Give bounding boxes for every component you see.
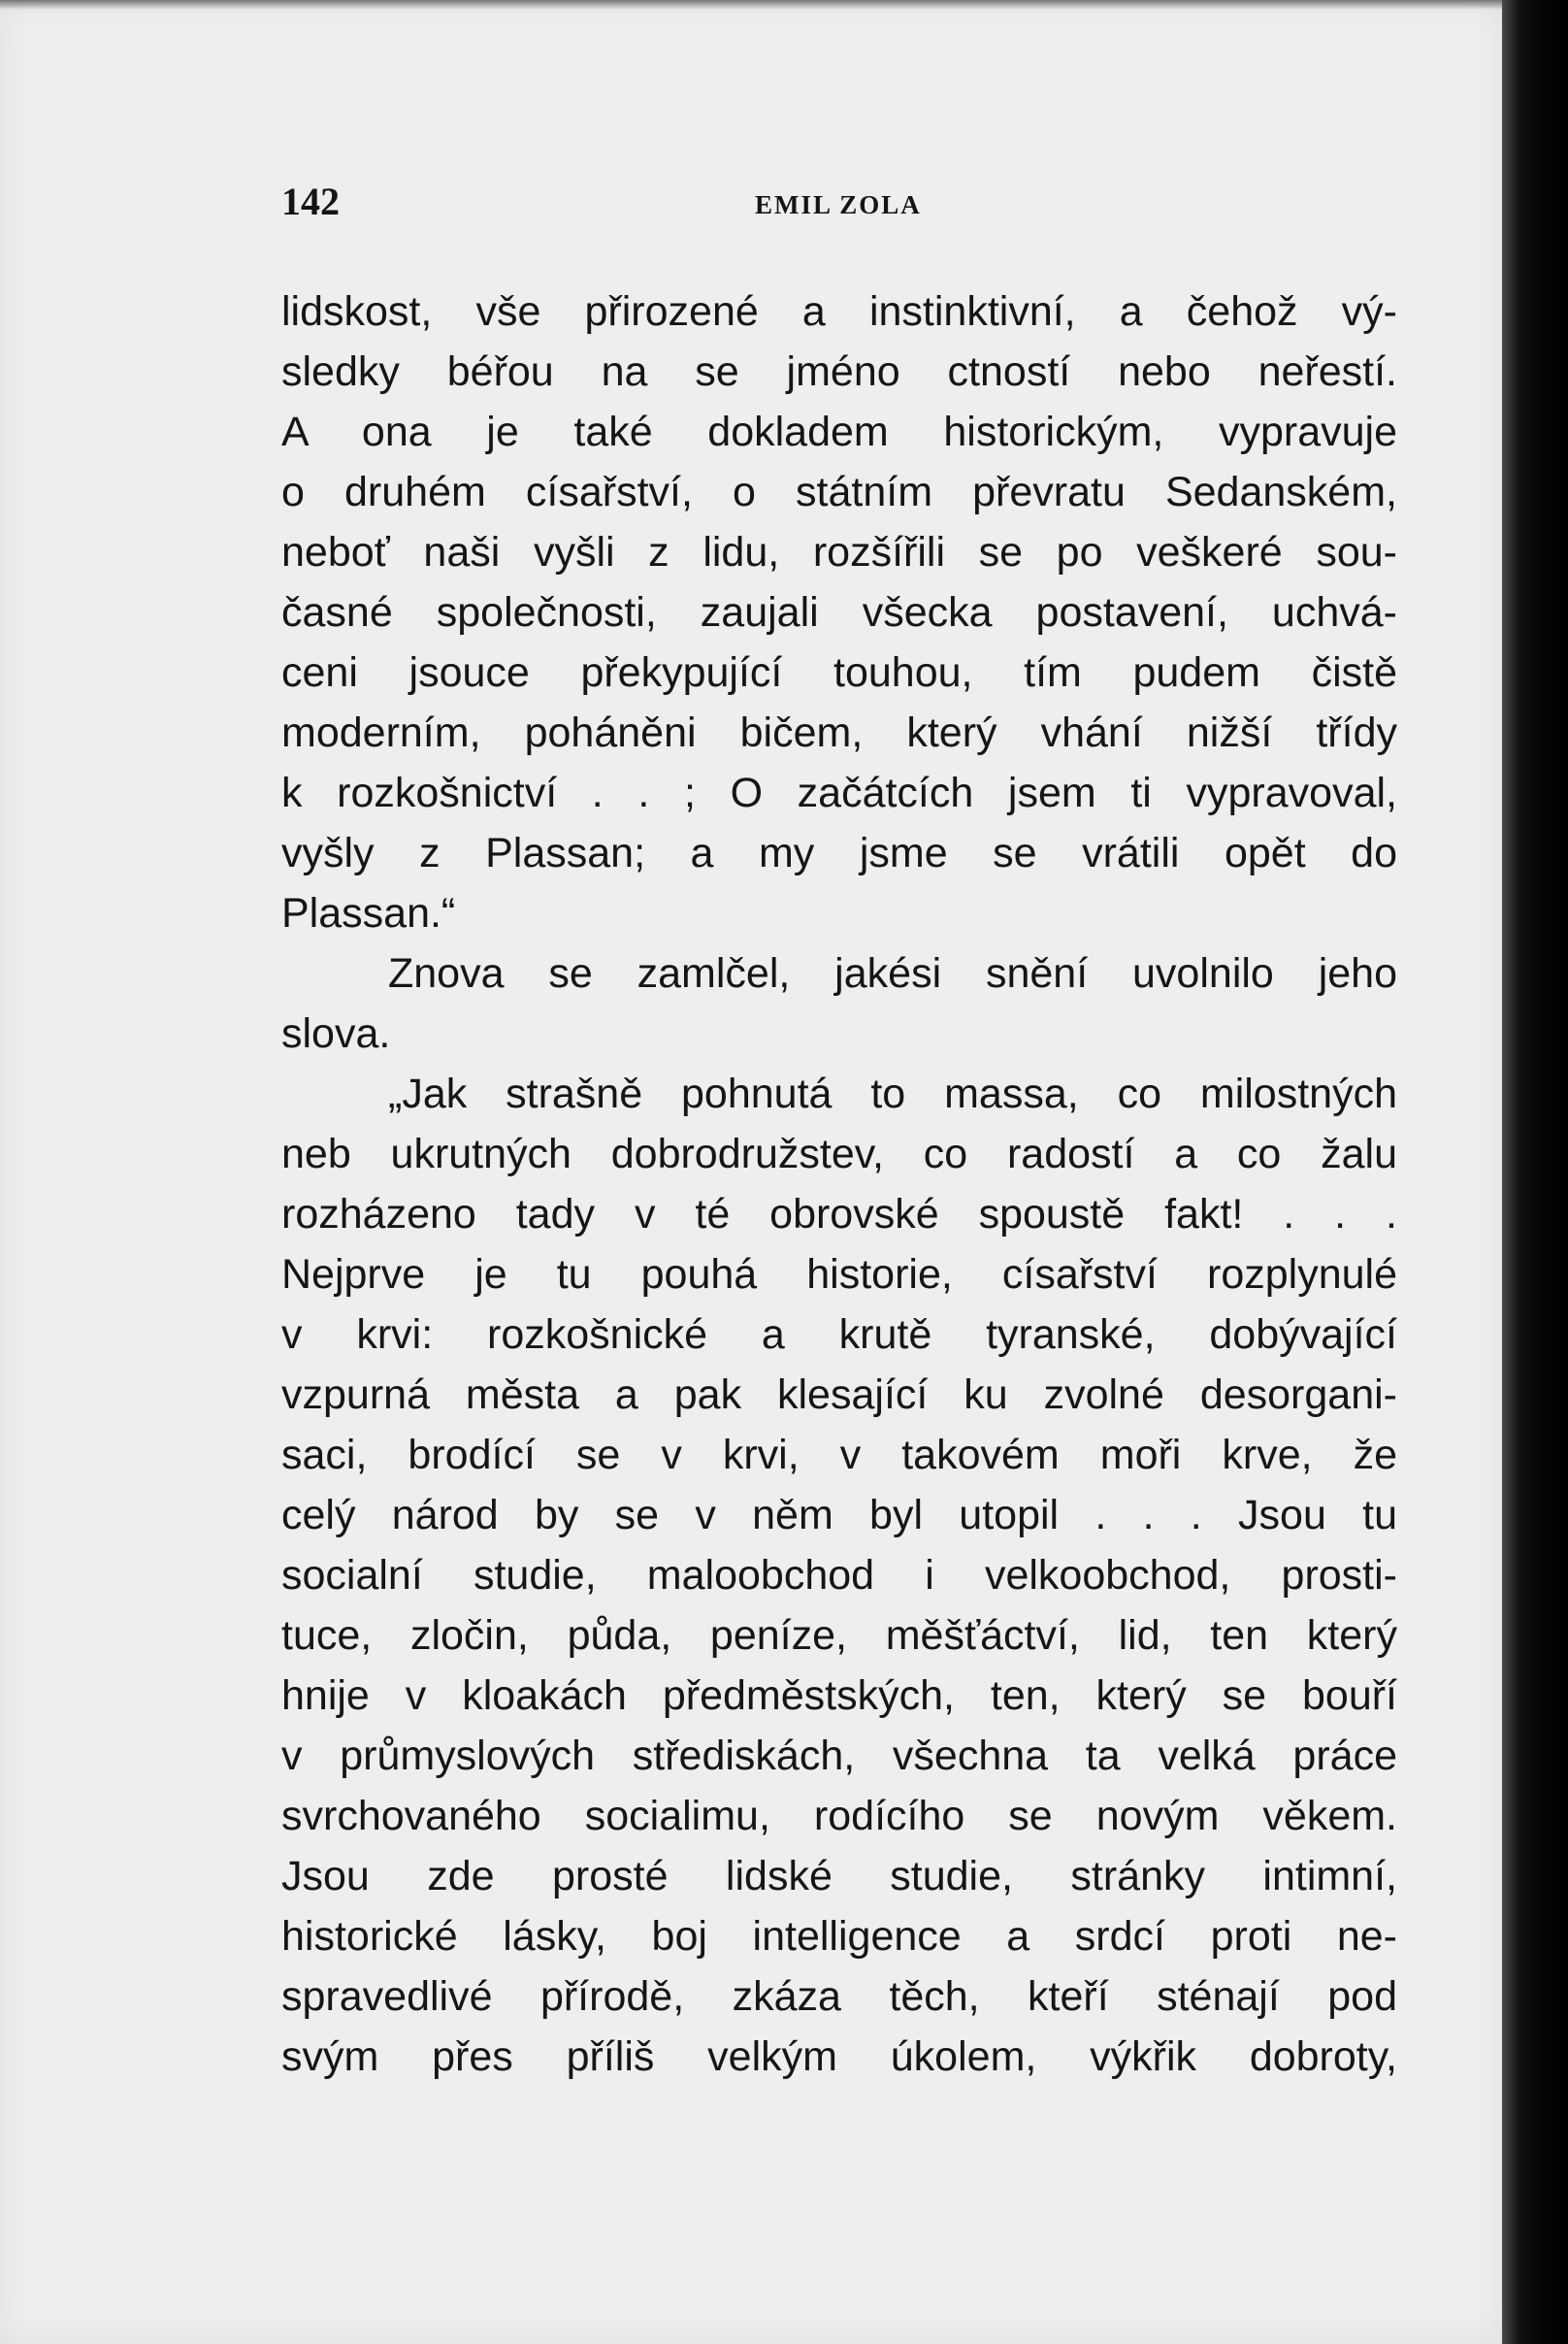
text-line: neb ukrutných dobrodružstev, co radostí a co žalu (281, 1131, 1397, 1177)
top-edge-shadow (0, 0, 1502, 10)
text-line: „Jak strašně pohnutá to massa, co milostných (388, 1071, 1397, 1117)
text-line: moderním, poháněni bičem, který vhání nižší třídy (281, 710, 1397, 756)
text-line: svým přes příliš velkým úkolem, výkřik dobroty, (281, 2033, 1397, 2080)
text-line: o druhém císařství, o státním převratu Sedanském, (281, 469, 1397, 515)
text-line: Plassan.“ (281, 890, 456, 937)
page-header (281, 179, 1397, 237)
text-line: v průmyslových střediskách, všechna ta velká práce (281, 1733, 1397, 1779)
text-line: v krvi: rozkošnické a krutě tyranské, dobývající (281, 1311, 1397, 1358)
text-line: k rozkošnictví . . ; O začátcích jsem ti vypravoval, (281, 770, 1397, 816)
text-line: časné společnosti, zaujali všecka postavení, uchvá- (281, 589, 1397, 636)
text-line: Nejprve je tu pouhá historie, císařství rozplynulé (281, 1251, 1397, 1298)
text-line: saci, brodící se v krvi, v takovém moři krve, že (281, 1432, 1397, 1478)
text-line: neboť naši vyšli z lidu, rozšířili se po veškeré sou- (281, 529, 1397, 576)
page-gutter-shadow (1502, 0, 1568, 2344)
text-line: vyšly z Plassan; a my jsme se vrátili opět do (281, 830, 1397, 876)
text-line: spravedlivé přírodě, zkáza těch, kteří sténají pod (281, 1973, 1397, 2020)
text-line: svrchovaného socialimu, rodícího se novým věkem. (281, 1793, 1397, 1839)
text-line: rozházeno tady v té obrovské spoustě fakt! . . . (281, 1191, 1397, 1238)
text-line: Znova se zamlčel, jakési snění uvolnilo jeho (388, 950, 1397, 997)
text-line: hnije v kloakách předměstských, ten, který se bouří (281, 1672, 1397, 1719)
page-number: 142 (281, 180, 340, 223)
text-line: socialní studie, maloobchod i velkoobchod, prosti- (281, 1552, 1397, 1599)
text-line: vzpurná města a pak klesající ku zvolné desorgani- (281, 1371, 1397, 1418)
text-line: A ona je také dokladem historickým, vypravuje (281, 409, 1397, 455)
text-line: slova. (281, 1010, 391, 1057)
text-line: sledky béřou na se jméno ctností nebo neřestí. (281, 348, 1397, 395)
text-line: Jsou zde prosté lidské studie, stránky intimní, (281, 1853, 1397, 1899)
text-line: celý národ by se v něm byl utopil . . . Jsou tu (281, 1492, 1397, 1538)
text-line: tuce, zločin, půda, peníze, měšťáctví, lid, ten který (281, 1612, 1397, 1659)
text-line: historické lásky, boj intelligence a srdcí proti ne- (281, 1913, 1397, 1960)
body-text (281, 281, 1397, 2087)
running-title: EMIL ZOLA (755, 190, 922, 219)
text-line: lidskost, vše přirozené a instinktivní, a čehož vý- (281, 288, 1397, 335)
text-line: ceni jsouce překypující touhou, tím pudem čistě (281, 649, 1397, 696)
